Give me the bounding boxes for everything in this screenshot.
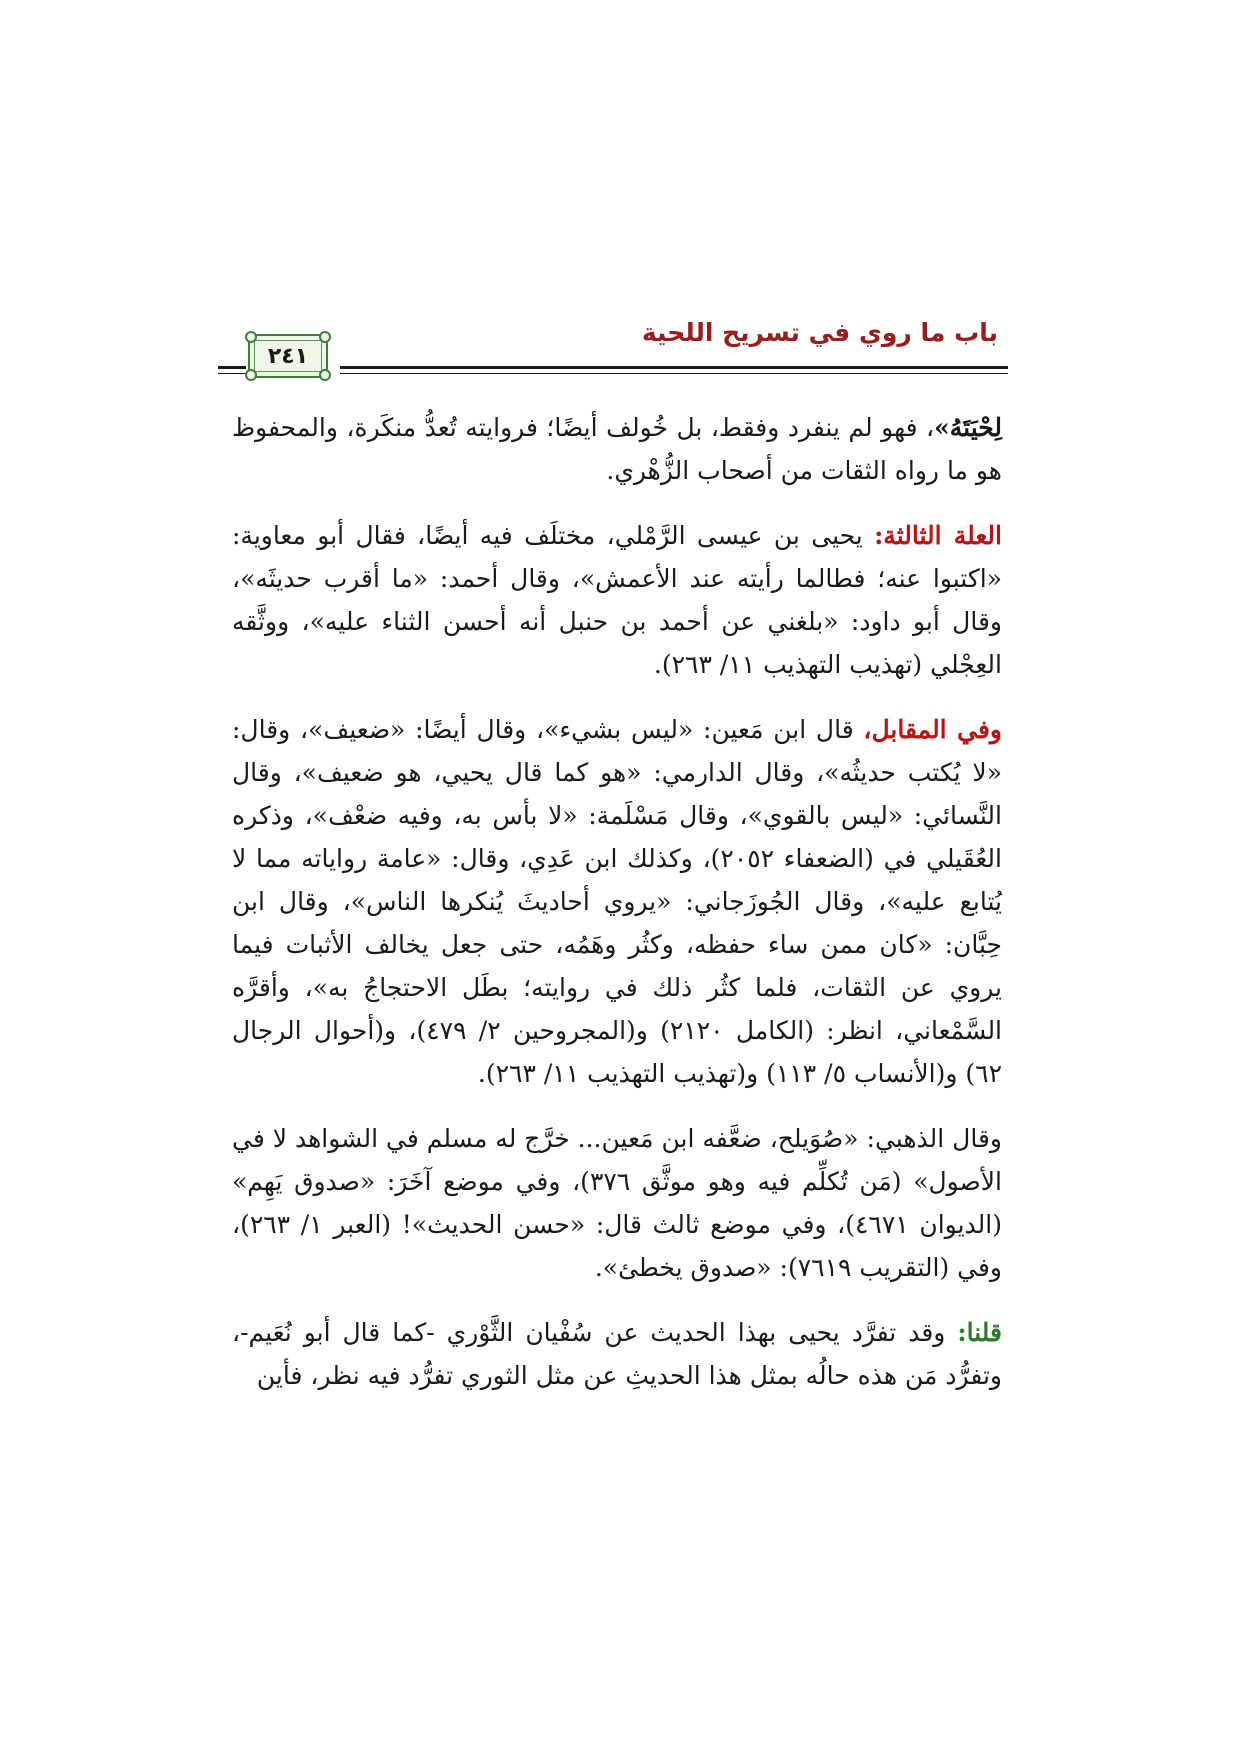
header-rule-bottom (340, 373, 1008, 374)
paragraph-4 (232, 1117, 1002, 1289)
chapter-title: باب ما روي في تسريح اللحية (641, 318, 998, 347)
paragraph-text: وقال الذهبي: «صُوَيلح، ضعَّفه ابن مَعين... خرَّج له مسلم في الشواهد لا في الأصول» (مَن تُكلِّم فيه وهو موثَّق ٣٧٦)، وفي موضع آخَرَ: «صدوق يَهِم» (الديوان ٤٦٧١)، وفي موضع ثالث قال: «حسن الحديث»! (العبر ١/ ٢٦٣)، وفي (التقريب ٧٦١٩): «صدوق يخطئ». (232, 1124, 1002, 1282)
paragraph-text: وقد تفرَّد يحيى بهذا الحديث عن سُفْيان الثَّوْري -كما قال أبو نُعَيم-، وتفرُّد مَن هذه حالُه بمثل هذا الحديثِ عن مثل الثوري تفرُّد فيه نظر، فأين (232, 1318, 1002, 1390)
paragraph-text: ، فهو لم ينفرد وفقط، بل خُولف أيضًا؛ فروايته تُعدُّ منكَرة، والمحفوظ هو ما رواه الثقات من أصحاب الزُّهْري. (232, 413, 1002, 485)
paragraph-lead: وفي المقابل، (863, 715, 1002, 744)
page-header (218, 318, 1008, 388)
bold-word: لِحْيَتَهُ» (934, 413, 1002, 442)
paragraph-lead: قلنا: (957, 1318, 1002, 1347)
paragraph-text: يحيى بن عيسى الرَّمْلي، مختلَف فيه أيضًا، فقال أبو معاوية: «اكتبوا عنه؛ فطالما رأيته عند الأعمش»، وقال أحمد: «ما أقرب حديثَه»، وقال أبو داود: «بلغني عن أحمد بن حنبل أنه أحسن الثناء عليه»، ووثَّقه العِجْلي (تهذيب التهذيب ١١/ ٢٦٣). (232, 521, 1002, 679)
page-body (232, 406, 1002, 1419)
paragraph-3 (232, 708, 1002, 1095)
paragraph-2 (232, 514, 1002, 686)
paragraph-text: قال ابن مَعين: «ليس بشيء»، وقال أيضًا: «ضعيف»، وقال: «لا يُكتب حديثُه»، وقال الدارمي: «هو كما قال يحيي، هو ضعيف»، وقال النَّسائي: «ليس بالقوي»، وقال مَسْلَمة: «لا بأس به، وفيه ضعْف»، وذكره العُقَيلي في (الضعفاء ٢٠٥٢)، وكذلك ابن عَدِي، وقال: «عامة رواياته مما لا يُتابع عليه»، وقال الجُوزَجاني: «يروي أحاديثَ يُنكرها الناس»، وقال ابن حِبَّان: «كان ممن ساء حفظه، وكثُر وهَمُه، حتى جعل يخالف الأثبات فيما يروي عن الثقات، فلما كثُر ذلك في روايته؛ بطَل الاحتجاجُ به»، وأقرَّه السَّمْعاني، انظر: (الكامل ٢١٢٠) و(المجروحين ٢/ ٤٧٩)، و(أحوال الرجال ٦٢) و(الأنساب ٥/ ١١٣) و(تهذيب التهذيب ١١/ ٢٦٣). (232, 715, 1003, 1088)
header-rule-top (340, 366, 1008, 369)
header-rule-left-bottom (218, 373, 246, 374)
page-number-badge (248, 334, 328, 378)
paragraph-5 (232, 1311, 1002, 1397)
page-number: ٢٤١ (267, 343, 309, 369)
paragraph-lead: العلة الثالثة: (874, 521, 1002, 550)
header-rule-left-top (218, 366, 246, 369)
paragraph-1 (232, 406, 1002, 492)
